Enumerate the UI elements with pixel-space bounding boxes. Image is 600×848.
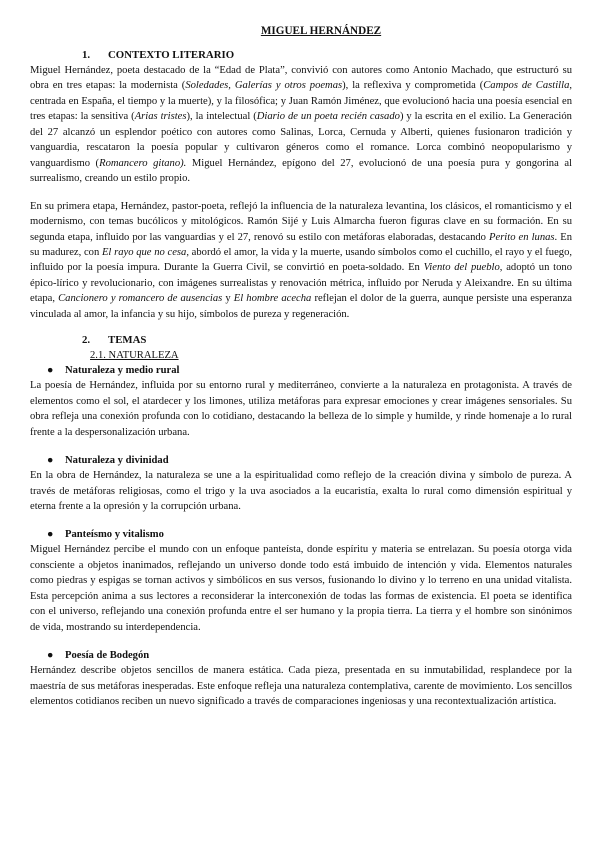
bullet-heading [47,648,572,663]
text-run: . En su madurez, con [30,231,572,258]
section-title: CONTEXTO LITERARIO [108,49,235,61]
italic-title-run: Soledades, Galerías y otros poemas [185,80,343,92]
document-page [30,24,572,710]
italic-title-run: El rayo que no cesa [101,246,187,258]
italic-title-run: Viento del pueblo [423,262,500,274]
section-number: 1. [82,49,91,61]
italic-title-run: El hombre acecha [233,293,312,305]
bullet-title: Naturaleza y medio rural [65,365,180,377]
text-run: , adoptó un tono épico-lírico y revolucionario, con imágenes surrealistas y renovación métrica, influido por Neruda y Aleixandre. En su última etapa, [30,262,572,305]
document-title: MIGUEL HERNÁNDEZ [260,25,382,37]
paragraph-bodegon: Hernández describe objetos sencillos de manera estática. Cada pieza, presentada en su inmutabilidad, resplandece por la maestría de sus metáforas inesperadas. Este enfoque refleja una naturaleza contemplativa, carente de movimiento. Los sencillos elementos cotidianos reciben un nuevo significado a través de comparaciones ingeniosas y una recontextualización artística. [30,665,572,708]
paragraph-divinidad: En la obra de Hernández, la naturaleza se une a la espiritualidad como reflejo de la creación divina y símbolo de pureza. A través de metáforas religiosas, como el trigo y la uva asociados a la eucaristía, exalta lo rural como dimensión espiritual y eterna frente a la opresión y la corrupción urbana. [30,470,572,512]
section-heading-contexto [82,48,572,63]
italic-title-run: Campos de Castilla [483,80,570,92]
bullet-dot-icon: ● [47,455,54,467]
bullet-heading [47,363,572,378]
bullet-heading [47,453,572,468]
italic-title-run: Cancionero y romancero de ausencias [58,293,223,305]
text-run: , centrada en España, el tiempo y la muerte), y la filosófica; y Juan Ramón Jiménez, que evolucionó hacia una poesía esencial en tres etapas: la sensitiva ( [30,80,573,123]
paragraph-context-authors [30,63,572,187]
bullet-title: Panteísmo y vitalismo [65,529,164,541]
text-run: Miguel Hernández, epígono del 27, evolucionó de una poesía pura y gongorina al surrealismo, creando un estilo propio. [30,157,572,185]
bullet-dot-icon: ● [47,650,54,662]
paragraph-panteismo: Miguel Hernández percibe el mundo con un enfoque panteísta, donde espíritu y materia se entrelazan. Su poesía otorga vida consciente a objetos inanimados, reflejando un universo donde todo está imbuido de intención y vida. Elementos naturales como piedras y espigas se tornan activos y simbólicos en sus versos, fusionando lo divino y lo terreno en una unidad vitalista. Esta percepción anima a sus lectores a reconsiderar la interconexión de todas las formas de existencia. El poeta se identifica con el universo, reflejando una conexión profunda entre el ser humano y la propia tierra. La tierra y el hombre son sinónimos de vida, mostrando su interdependencia. [30,544,572,633]
section-title: TEMAS [108,334,147,347]
subsection-heading-naturaleza: 2.1. NATURALEZA [90,350,179,362]
paragraph-hernandez-stages [30,199,572,323]
bullet-title: Naturaleza y divinidad [65,455,169,467]
text-run: En su primera etapa, Hernández, pastor-poeta, reflejó la influencia de la naturaleza levantina, los clásicos, el romanticismo y el modernismo, con temas bucólicos y mitológicos. Ramón Sijé y Luis Almarcha fueron figuras clave en su formación. En su segunda etapa, influido por las vanguardias y el 27, renovó su estilo con metáforas elaboradas, destacando [30,200,572,243]
italic-title-run: Romancero gitano). [99,157,187,169]
text-run: ) y la escrita en el exilio. La Generación del 27 alcanzó un esplendor poético con autores como Salinas, Lorca, Cernuda y Alberti, quienes fusionaron tradición y vanguardia, rescataron la poesía popular y cultivaron géneros como el romance. Lorca combinó neopopularismo y vanguardismo ( [30,111,572,169]
text-run: , abordó el amor, la vida y la muerte, usando símbolos como el cuchillo, el rayo y el fuego, influido por la poesía impura. Durante la Guerra Civil, se convirtió en poeta-soldado. En [30,246,573,274]
italic-title-run: Perito en lunas [489,231,555,243]
bullet-dot-icon: ● [47,529,54,541]
section-heading-temas [82,333,572,348]
text-run: reflejan el dolor de la guerra, aunque persiste una esperanza vinculada al amor, la infancia y su hijo, símbolos de pureza y regeneración. [30,293,573,320]
italic-title-run: Diario de un poeta recién casado [256,111,400,123]
section-number: 2. [82,334,91,347]
paragraph-medio-rural: La poesía de Hernández, influida por su entorno rural y mediterráneo, convierte a la naturaleza en protagonista. A través de elementos como el sol, el atardecer y los limones, utiliza metáforas para expresar emociones y crear imágenes sensoriales. Su obra refleja una conexión profunda con lo cotidiano, destacando la belleza de lo simple y humilde, y rinde homenaje a lo rural frente a la despersonalización urbana. [30,380,572,438]
text-run: ), la reflexiva y comprometida ( [342,80,484,92]
bullet-title: Poesía de Bodegón [65,650,150,662]
text-run: ), la intelectual ( [186,111,257,123]
text-run: y [222,293,234,305]
bullet-heading [47,527,572,542]
italic-title-run: Arias tristes [134,111,187,123]
bullet-dot-icon: ● [47,365,54,377]
text-run: Miguel Hernández, poeta destacado de la “Edad de Plata”, convivió con autores como Antonio Machado, que estructuró su obra en tres etapas: la modernista ( [30,65,572,92]
